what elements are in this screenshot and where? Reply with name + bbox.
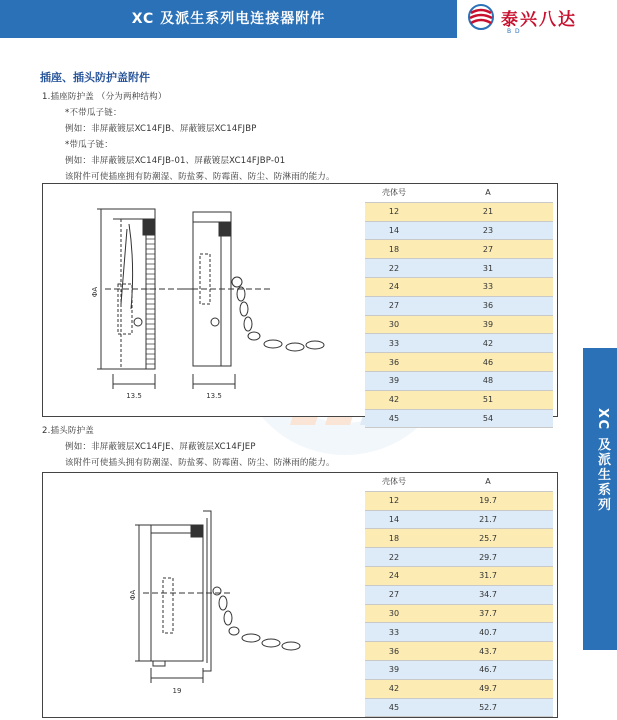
shell-size-cell: 45 (365, 698, 423, 717)
table-row (365, 566, 553, 585)
shell-size-cell: 22 (365, 548, 423, 567)
part1-heading: 1.插座防护盖 （分为两种结构） (42, 92, 167, 102)
dim-a-cell: 34.7 (423, 585, 553, 604)
dim-a-cell: 42 (423, 334, 553, 353)
table-row (365, 679, 553, 698)
dim-a-cell: 48 (423, 371, 553, 390)
dim-a-cell: 25.7 (423, 529, 553, 548)
part1-line4: 例如：非屏蔽镀层XC14FJB-01、屏蔽镀层XC14FJBP-01 (65, 156, 286, 166)
receptacle-cap-table (365, 184, 553, 428)
part1-line1: *不带瓜子链： (65, 108, 122, 118)
part2-line2: 该附件可使插头拥有防潮湿、防盐雾、防霉菌、防尘、防淋雨的能力。 (65, 458, 335, 468)
dim-a-cell: 52.7 (423, 698, 553, 717)
plug-cap-panel (42, 472, 558, 718)
dim-a-cell: 51 (423, 390, 553, 409)
dim-width-label: 13.5 (206, 392, 222, 400)
part1-line3: *带瓜子链： (65, 140, 113, 150)
dim-length-label: 19 (172, 687, 182, 695)
part2-line1: 例如：非屏蔽镀层XC14FJE、屏蔽镀层XC14FJEP (65, 442, 256, 452)
table-row (365, 315, 553, 334)
shell-size-cell: 24 (365, 566, 423, 585)
part1-line2: 例如：非屏蔽镀层XC14FJB、屏蔽镀层XC14FJBP (65, 124, 257, 134)
shell-size-cell: 30 (365, 315, 423, 334)
receptacle-cap-drawing (43, 184, 365, 416)
shell-size-cell: 12 (365, 491, 423, 510)
shell-size-cell: 18 (365, 529, 423, 548)
dim-a-cell: 21.7 (423, 510, 553, 529)
dim-a-cell: 37.7 (423, 604, 553, 623)
table-row (365, 409, 553, 428)
shell-size-cell: 30 (365, 604, 423, 623)
shell-size-cell: 39 (365, 660, 423, 679)
dim-a-cell: 31 (423, 259, 553, 278)
table-row (365, 202, 553, 221)
dim-a-cell: 40.7 (423, 623, 553, 642)
table-row (365, 390, 553, 409)
table-row (365, 259, 553, 278)
table-row (365, 698, 553, 717)
dim-a-cell: 29.7 (423, 548, 553, 567)
brand-name: 泰兴八达 (501, 10, 577, 30)
header-dim-a: A (423, 473, 553, 491)
shell-size-cell: 42 (365, 679, 423, 698)
header-title: XC 及派生系列电连接器附件 (131, 11, 326, 27)
table-row (365, 277, 553, 296)
dim-a-cell: 46 (423, 353, 553, 372)
table-row (365, 642, 553, 661)
brand-initials: B D (507, 28, 521, 35)
table-row (365, 604, 553, 623)
table-header-row (365, 184, 553, 202)
table-row (365, 510, 553, 529)
table-row (365, 660, 553, 679)
plug-cap-drawing (43, 473, 365, 717)
page-header (0, 0, 617, 38)
dim-width-label: 13.5 (126, 392, 142, 400)
side-tab-label: XC 及派生系列 (595, 408, 610, 513)
table-row (365, 585, 553, 604)
table-row (365, 529, 553, 548)
dim-phi-a-label: ΦA (91, 286, 99, 298)
company-logo-icon (465, 3, 497, 35)
dim-phi-a-label: ΦA (129, 589, 137, 601)
shell-size-cell: 33 (365, 334, 423, 353)
header-shell-size: 壳体号 (365, 473, 423, 491)
shell-size-cell: 45 (365, 409, 423, 428)
receptacle-cap-panel (42, 183, 558, 423)
dim-a-cell: 23 (423, 221, 553, 240)
part1-line5: 该附件可使插座拥有防潮湿、防盐雾、防霉菌、防尘、防淋雨的能力。 (65, 172, 335, 182)
table-row (365, 548, 553, 567)
section-title: 插座、插头防护盖附件 (40, 71, 150, 84)
dim-a-cell: 19.7 (423, 491, 553, 510)
plug-cap-table (365, 473, 553, 717)
shell-size-cell: 39 (365, 371, 423, 390)
dim-a-cell: 54 (423, 409, 553, 428)
dim-a-cell: 31.7 (423, 566, 553, 585)
table-row (365, 334, 553, 353)
series-side-tab (583, 348, 617, 650)
table-row (365, 296, 553, 315)
shell-size-cell: 33 (365, 623, 423, 642)
shell-size-cell: 36 (365, 353, 423, 372)
dim-a-cell: 49.7 (423, 679, 553, 698)
shell-size-cell: 27 (365, 296, 423, 315)
dim-a-cell: 43.7 (423, 642, 553, 661)
dim-a-cell: 36 (423, 296, 553, 315)
part2-heading: 2.插头防护盖 (42, 426, 95, 436)
shell-size-cell: 18 (365, 240, 423, 259)
shell-size-cell: 24 (365, 277, 423, 296)
shell-size-cell: 12 (365, 202, 423, 221)
table-row (365, 240, 553, 259)
dim-a-cell: 33 (423, 277, 553, 296)
table-row (365, 371, 553, 390)
table-row (365, 353, 553, 372)
dim-a-cell: 21 (423, 202, 553, 221)
table-header-row (365, 473, 553, 491)
shell-size-cell: 22 (365, 259, 423, 278)
shell-size-cell: 36 (365, 642, 423, 661)
table-row (365, 221, 553, 240)
header-dim-a: A (423, 184, 553, 202)
shell-size-cell: 14 (365, 221, 423, 240)
header-shell-size: 壳体号 (365, 184, 423, 202)
brand-block (457, 0, 617, 38)
shell-size-cell: 14 (365, 510, 423, 529)
dim-a-cell: 27 (423, 240, 553, 259)
shell-size-cell: 27 (365, 585, 423, 604)
shell-size-cell: 42 (365, 390, 423, 409)
table-row (365, 623, 553, 642)
table-row (365, 491, 553, 510)
dim-a-cell: 46.7 (423, 660, 553, 679)
dim-a-cell: 39 (423, 315, 553, 334)
